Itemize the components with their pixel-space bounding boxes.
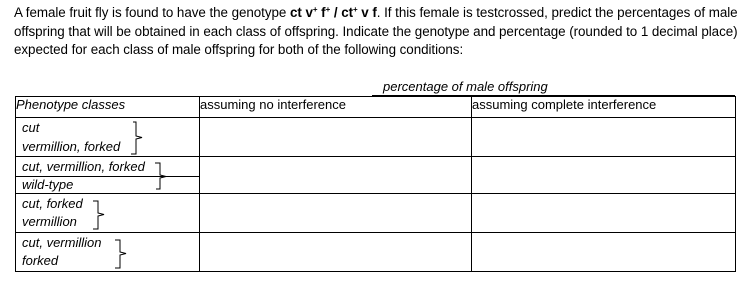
phenotype-label: vermillion, forked (22, 139, 121, 154)
brace-icon (114, 238, 130, 270)
header-row (16, 97, 736, 118)
input-cell-no-interference-4[interactable] (200, 233, 472, 272)
input-cell-complete-interference-3[interactable] (472, 194, 736, 233)
question-intro: A female fruit fly is found to have the genotype (14, 5, 290, 20)
brace-icon (130, 120, 146, 156)
percentage-span-header: percentage of male offspring (383, 79, 548, 94)
question-text (14, 4, 739, 60)
input-cell-no-interference-2[interactable] (200, 157, 472, 194)
complete-interference-column-header: assuming complete interference (472, 97, 736, 118)
phenotype-label: cut (22, 120, 40, 135)
table-row-group-2 (16, 157, 736, 194)
input-cell-complete-interference-4[interactable] (472, 233, 736, 272)
phenotype-cell-group-4 (16, 233, 200, 272)
brace-icon (154, 161, 170, 191)
phenotype-label: wild-type (22, 177, 74, 192)
phenotype-cell-group-1 (16, 118, 200, 157)
phenotype-label: forked (22, 253, 59, 268)
no-interference-column-header: assuming no interference (200, 97, 472, 118)
input-cell-complete-interference-1[interactable] (472, 118, 736, 157)
phenotype-cell-group-3 (16, 194, 200, 233)
phenotype-column-header: Phenotype classes (16, 97, 200, 118)
brace-icon (92, 199, 108, 231)
input-cell-no-interference-1[interactable] (200, 118, 472, 157)
question-body: . If this female is testcrossed, predict the percentages of male offspring that will be obtained in each class of offspring. Indicate the genotype and percentage (rounded to 1 decimal place) expected for each class of male offspring for both of the following conditions: (14, 5, 738, 58)
phenotype-cell-group-2 (16, 157, 200, 194)
input-cell-no-interference-3[interactable] (200, 194, 472, 233)
phenotype-label: cut, forked (22, 196, 83, 211)
offspring-table (15, 96, 736, 272)
genotype-text: ct v+ f+ / ct+ v f (289, 5, 377, 20)
table-row-group-3 (16, 194, 736, 233)
phenotype-label: vermillion (22, 214, 77, 229)
table-row-group-1 (16, 118, 736, 157)
table-row-group-4 (16, 233, 736, 272)
phenotype-label: cut, vermillion (22, 235, 102, 250)
input-cell-complete-interference-2[interactable] (472, 157, 736, 194)
phenotype-label: cut, vermillion, forked (22, 159, 145, 174)
